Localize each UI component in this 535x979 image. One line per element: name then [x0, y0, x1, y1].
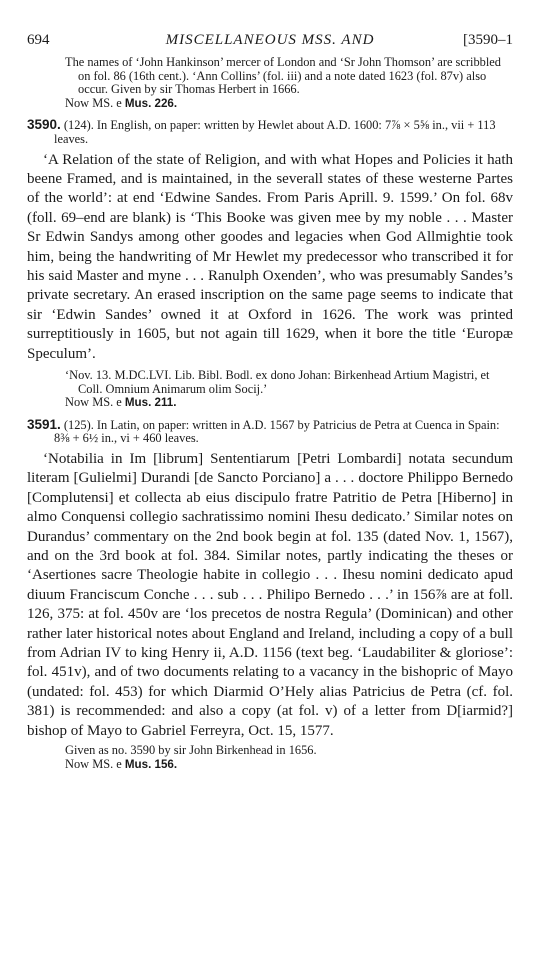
entry-3590	[27, 118, 513, 409]
entry-3591	[27, 418, 513, 771]
shelfmark-line	[65, 97, 513, 111]
page-header	[27, 32, 513, 56]
previous-entry-continuation	[27, 56, 513, 110]
page-number: 694	[27, 32, 50, 48]
entry-description: (125). In Latin, on paper: written in A.D. 1567 by Patricius de Petra at Cuenca in Spain: 8⅜ + 6½ in., vi + 460 leaves.	[54, 417, 500, 446]
shelfmark: Mus. 156.	[124, 757, 178, 771]
entry-body: ‘A Relation of the state of Religion, and with what Hopes and Policies it hath beene Framed, and is maintained, in the severall states of these westerne Partes of the world’: at end ‘Edwine Sandes. From Paris Aprill. 9. 1599.’ On fol. 68v (foll. 69–end are blank) is ‘This Booke was given mee by my noble . . . Master Sr Edwin Sandys among other goodes and legacies when God Allmightie took him, being the handwriting of Mr Hewlet my predecessor who transcribed it for his said Master and myne . . . Ranulph Oxenden’, who was presumably Sandes’s private secretary. An erased inscription on the same page seems to indicate that sir ‘Edwin Sandes’ owned it at Oxford in 1626. The work was printed surreptitiously in 1605, but not again till 1629, when it bore the title ‘Europæ Speculum’.	[27, 151, 513, 362]
catalogue-page	[27, 32, 513, 771]
entry-heading	[27, 418, 513, 446]
entry-body: ‘Notabilia in Im [librum] Sententiarum [Petri Lombardi] notata secundum literam [Gulielmi] Durandi [de Sancto Porciano] a . . . doctore Philippo Bernedo [Complutensi] et collecta ab eius discipulo fratre Patritio de Petra [Hiberno] in almo Conquensi collegio sachratissimo nomini Ihesu dedicato.’ Similar notes on Durandus’ commentary on the 2nd book begin at fol. 135 (dated Nov. 1, 1567), and on the 3rd book at fol. 384. Similar notes, partly indicating the theses or ‘Asertiones sacre Theologie habite in collegio . . . Ihesu nomini dedicato apud diuum Franciscum Conche . . . sub . . . Philipo Bernedo . . .’ in 156⅞ are at foll. 126, 375: at fol. 450v are ‘los precetos de nostra Regula’ (Dominican) and other rather later historical notes about England and Ireland, including a copy of a bull from Adrian IV to king Henry ii, A.D. 1156 (text beg. ‘Laudabiliter & gloriose’: fol. 451v), and of two documents relating to a vacancy in the bishopric of Mayo (undated: fol. 453) for which Diarmid O’Hely alias Patricius de Petra (cf. fol. 381) is recommended: and also a copy (at fol. v) of a letter from D[iarmid?] bishop of Mayo to Gabriel Ferreyra, Oct. 15, 1577.	[27, 451, 513, 739]
shelfmark-line	[65, 758, 513, 772]
shelfmark-line	[65, 396, 513, 410]
entry-heading	[27, 118, 513, 146]
provenance-note: Given as no. 3590 by sir John Birkenhead in 1656.	[65, 743, 317, 758]
entry-range: [3590–1	[463, 32, 513, 48]
provenance-note: The names of ‘John Hankinson’ mercer of London and ‘Sr John Thomson’ are scribbled on fol. 86 (16th cent.). ‘Ann Collins’ (fol. iii) and a note dated 1623 (fol. 87v) also occur. Given by sir Thomas Herbert in 1666.	[65, 55, 501, 97]
entry-description: (124). In English, on paper: written by Hewlet about A.D. 1600: 7⅞ × 5⅝ in., vii + 113 leaves.	[54, 118, 496, 146]
running-title: MISCELLANEOUS MSS. AND	[165, 32, 375, 48]
entry-number: 3591.	[27, 416, 61, 432]
entry-number: 3590.	[27, 117, 61, 133]
shelfmark: Mus. 211.	[124, 396, 177, 410]
shelfmark: Mus. 226.	[124, 96, 178, 110]
shelfmark-prefix: Now MS. e	[65, 395, 125, 410]
shelfmark-prefix: Now MS. e	[65, 756, 125, 771]
shelfmark-prefix: Now MS. e	[65, 95, 125, 110]
inscription-quote: ‘Nov. 13. M.DC.LVI. Lib. Bibl. Bodl. ex dono Johan: Birkenhead Artium Magistri, et Coll. Omnium Animarum olim Socij.’	[65, 368, 490, 396]
